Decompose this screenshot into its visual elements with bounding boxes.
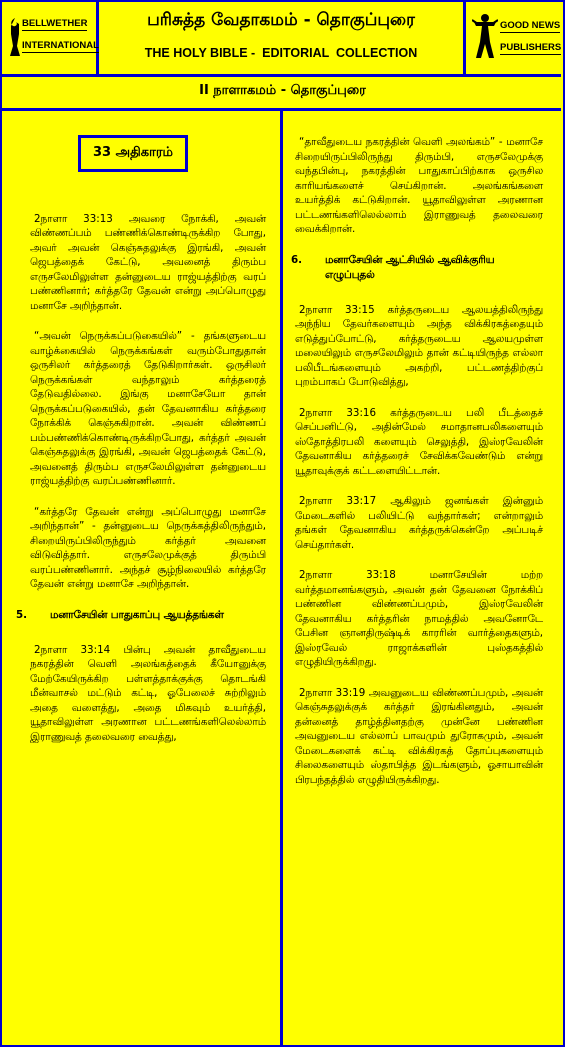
verse-reference: 2நாளா 33:14: [34, 643, 111, 656]
commentary-paragraph: “கர்த்தரே தேவன் என்று அப்பொழுது மனாசே அறிந்தான்” - தன்னுடைய நெருக்கத்திலிருந்தும், சிறையிருப்பிலிருந்தும் கர்த்தர் அவனை விடுவித்தார். எருசலேமுக்குத் திரும்பி வரப்பண்ணினார். அந்தச் சூழ்நிலையில் கர்த்தரே தேவன் என்று மனாசே அறிந்தான்.: [30, 505, 266, 590]
section-heading: [291, 253, 543, 283]
good-news-figure-icon: [472, 12, 498, 62]
right-column: [283, 111, 559, 803]
verse-paragraph: [295, 686, 543, 788]
header-left-logo-cell: [2, 2, 99, 74]
verse-reference: 2நாளா 33:16: [299, 406, 377, 419]
verse-text: ஆகிலும் ஜனங்கள் இன்னும் மேடைகளில் பலியிட்டு வந்தார்கள்; என்றாலும் தங்கள் தேவனாகிய கர்த்தருக்கென்றே அப்படிச் செய்தார்கள்.: [295, 495, 543, 551]
verse-text: கர்த்தருடைய ஆலயத்திலிருந்து அந்நிய தேவர்களையும் அந்த விக்கிரகத்தையும் எடுத்துப்போட்டு, கர்த்தருடைய ஆலயமுள்ள மலையிலும் எருசலேமிலும் தான் கட்டியிருந்த எல்லா பலிபீடங்களையும் அகற்றி, பட்டணத்திற்குப் புறம்பாகப் போடுவித்து,: [295, 303, 544, 388]
header-title-english: THE HOLY BIBLE - EDITORIAL COLLECTION: [144, 46, 418, 60]
verse-text: அவரை நோக்கி, அவன் விண்ணப்பம் பண்ணிக்கொண்டிருக்கிற போது, அவர் அவன் கெஞ்சுதலுக்கு இரங்கி, அவன் ஜெபத்தைக் கேட்டு, அவனைத் திரும்ப எருசலேமிலுள்ள தன்னுடைய ராஜ்யத்திற்கு வரப் பண்ணினார்; கர்த்தரே தேவன் என்று அப்பொழுது மனாசே அறிந்தான்.: [30, 212, 266, 312]
section-title: II நாளாகமம் - தொகுப்புரை: [199, 83, 366, 98]
bellwether-ram-icon: [8, 16, 22, 60]
verse-paragraph: [30, 643, 266, 745]
header-divider: [2, 74, 561, 77]
verse-reference: 2நாளா 33:13: [34, 212, 113, 225]
verse-reference: 2நாளா 33:18: [299, 569, 396, 581]
bellwether-name: BELLWETHER: [22, 18, 88, 29]
verse-text: மனாசேயின் மற்ற வர்த்தமானங்களும், அவன் தன் தேவனை நோக்கிப் பண்ணின விண்ணப்பமும், இஸ்ரவேலின் தேவனாகிய கர்த்தரின் நாமத்தில் அவனோடே பேசின ஞானதிருஷ்டிக் காரரின் வார்த்தைகளும், இஸ்ரவேல் ராஜாக்களின் புஸ்தகத்தில் எழுதியிருக்கிறது.: [295, 569, 544, 668]
section-number: 5.: [16, 608, 28, 621]
verse-text: அவனுடைய விண்ணப்பமும், அவன் கெஞ்சுதலுக்குக் கர்த்தர் இரங்கினதும், அவன் தன்னைத் தாழ்த்தினதற்கு முன்னே பண்ணின அவனுடைய எல்லாப் பாவமும் துரோகமும், அவன் மேடைகளைக் கட்டி விக்கிரகத் தோப்புகளையும் சிலைகளையும் ஸ்தாபித்த இடங்களும், ஓசாயாவின் பிரபந்தத்தில் எழுதியிருக்கிறது.: [295, 686, 544, 786]
section-heading-text: மனாசேயின் பாதுகாப்பு ஆயத்தங்கள்: [50, 608, 224, 621]
section-number: 6.: [291, 253, 303, 266]
good-news-subname: PUBLISHERS: [500, 42, 562, 53]
header-title-cell: [99, 2, 463, 74]
verse-reference: 2நாளா 33:15: [299, 303, 375, 316]
left-column: [4, 111, 280, 760]
section-heading-text: மனாசேயின் ஆட்சியில் ஆவிக்குரிய எழுப்புதல்: [325, 253, 495, 281]
verse-paragraph: [295, 494, 543, 552]
commentary-paragraph: “தாவீதுடைய நகரத்தின் வெளி அலங்கம்” - மனாசே சிறையிருப்பிலிருந்து திரும்பி, எருசலேமுக்கு வந்தபின்பு, நகரத்தின் பாதுகாப்பிற்காக ஒருசில காரியங்களைச் செய்கிறான். அலங்கங்களை உயர்த்திக் கட்டுகிறான். யூதாவிலுள்ள அரணான பட்டணங்களிலெல்லாம் இராணுவத் தலைவரை வைக்கிறான்.: [295, 136, 543, 235]
verse-paragraph: [295, 406, 543, 479]
commentary-paragraph: “அவன் நெருக்கப்படுகையில்” - தங்களுடைய வாழ்க்கையில் நெருக்கங்கள் வரும்போதுதான் ஒருசிலர் கர்த்தரைத் தேடுகிறார்கள். ஒருசிலர் நெருக்கங்கள் வந்தாலும் கர்த்தரைத் தேடுவதில்லை. இங்கு மனாசேயோ தான் நெருக்கப்படுகையில், தன் தேவனாகிய கர்த்தரை நோக்கிக் கெஞ்சுகிறான். அவன் விண்ணப் பம்பண்ணிக்கொண்டிருக்கிறபோது, கர்த்தர் அவன் கெஞ்சுதலுக்கு இரங்கி, அவன் ஜெபத்தைக் கேட்டு, அவனைத் திரும்ப எருசலேமிலுள்ள தன்னுடைய ராஜ்யத்திற்கு வரப்பண்ணினார்.: [30, 330, 266, 487]
verse-paragraph: [30, 212, 266, 314]
good-news-name: GOOD NEWS: [500, 20, 561, 31]
verse-text: கர்த்தருடைய பலி பீடத்தைச் செப்பனிட்டு, அதின்மேல் சமாதானபலிகளையும் ஸ்தோத்திரபலி களையும் செலுத்தி, இஸ்ரவேலின் தேவனாகிய கர்த்தரைச் சேவிக்கவேண்டும் என்று யூதாவுக்குக் கட்டளையிட்டான்.: [295, 406, 544, 477]
verse-reference: 2நாளா 33:19: [299, 686, 366, 699]
verse-text: பின்பு அவன் தாவீதுடைய நகரத்தின் வெளி அலங்கத்தைக் கீயோனுக்கு மேற்கேயிருக்கிற பள்ளத்தாக்குக்கு தொடங்கி மீன்வாசல் மட்டும் கட்டி, ஓபேலைச் சுற்றிலும் அதை வளைத்து, அதை மிகவும் உயர்த்தி, யூதாவிலுள்ள அரணான பட்டணங்களிலெல்லாம் இராணுவத் தலைவரை வைத்து,: [30, 643, 266, 743]
verse-paragraph: [295, 303, 543, 390]
verse-reference: 2நாளா 33:17: [299, 495, 377, 507]
header-title-tamil: பரிசுத்த வேதாகமம் - தொகுப்புரை: [147, 10, 415, 30]
verse-paragraph: [295, 568, 543, 670]
bellwether-subname: INTERNATIONAL: [22, 40, 99, 51]
section-heading: [16, 608, 266, 623]
chapter-label: 33 அதிகாரம்: [78, 135, 188, 172]
header-right-logo-cell: [463, 2, 564, 74]
